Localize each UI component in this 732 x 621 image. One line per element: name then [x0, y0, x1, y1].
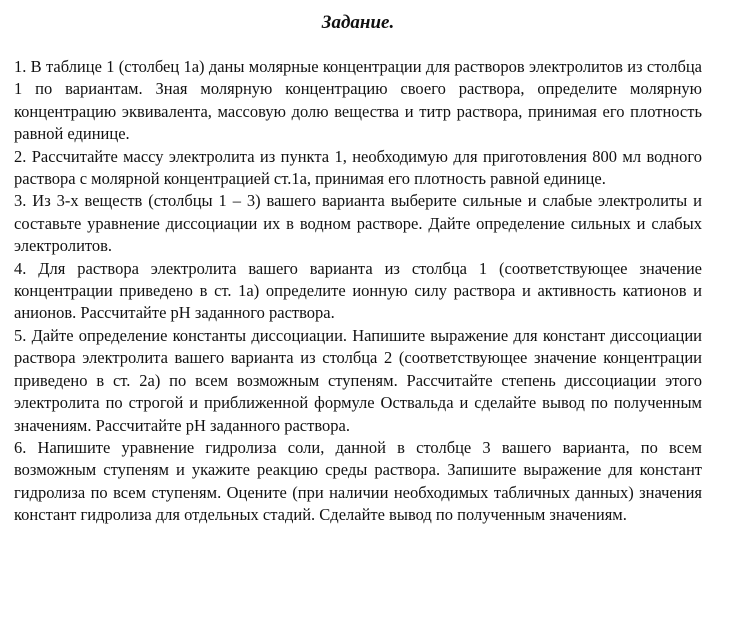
task-item-2: 2. Рассчитайте массу электролита из пункта 1, необходимую для приготовления 800 мл водного раствора с молярной концентрацией ст.1а, принимая его плотность равной единице.: [14, 146, 702, 189]
task-item-4: 4. Для раствора электролита вашего варианта из столбца 1 (соответствующее значение концентрации приведено в ст. 1а) определите ионную силу раствора и активность катионов и анионов. Рассчитайте рН заданного раствора.: [14, 258, 702, 323]
document-page: [14, 10, 702, 527]
task-item-3: 3. Из 3-х веществ (столбцы 1 – 3) вашего варианта выберите сильные и слабые электролиты и составьте уравнение диссоциации их в водном растворе. Дайте определение сильных и слабых электролитов.: [14, 191, 702, 256]
document-title: Задание.: [321, 12, 395, 33]
task-item-5: 5. Дайте определение константы диссоциации. Напишите выражение для констант диссоциации раствора электролита вашего варианта из столбца 2 (соответствующее значение концентрации приведено в ст. 2а) по всем возможным ступеням. Рассчитайте степень диссоциации этого электролита по строгой и приближенной формуле Оствальда и сделайте вывод по полученным значениям. Рассчитайте рН заданного раствора.: [14, 325, 702, 435]
task-item-1: 1. В таблице 1 (столбец 1а) даны молярные концентрации для растворов электролитов из столбца 1 по вариантам. Зная молярную концентрацию своего раствора, определите молярную концентрацию эквивалента, массовую долю вещества и титр раствора, принимая его плотность равной единице.: [14, 57, 702, 144]
task-item-6: 6. Напишите уравнение гидролиза соли, данной в столбце 3 вашего варианта, по всем возможным ступеням и укажите реакцию среды раствора. Запишите выражение для констант гидролиза по всем ступеням. Оцените (при наличии необходимых табличных данных) значения констант гидролиза для отдельных стадий. Сделайте вывод по полученным значениям.: [14, 437, 702, 525]
